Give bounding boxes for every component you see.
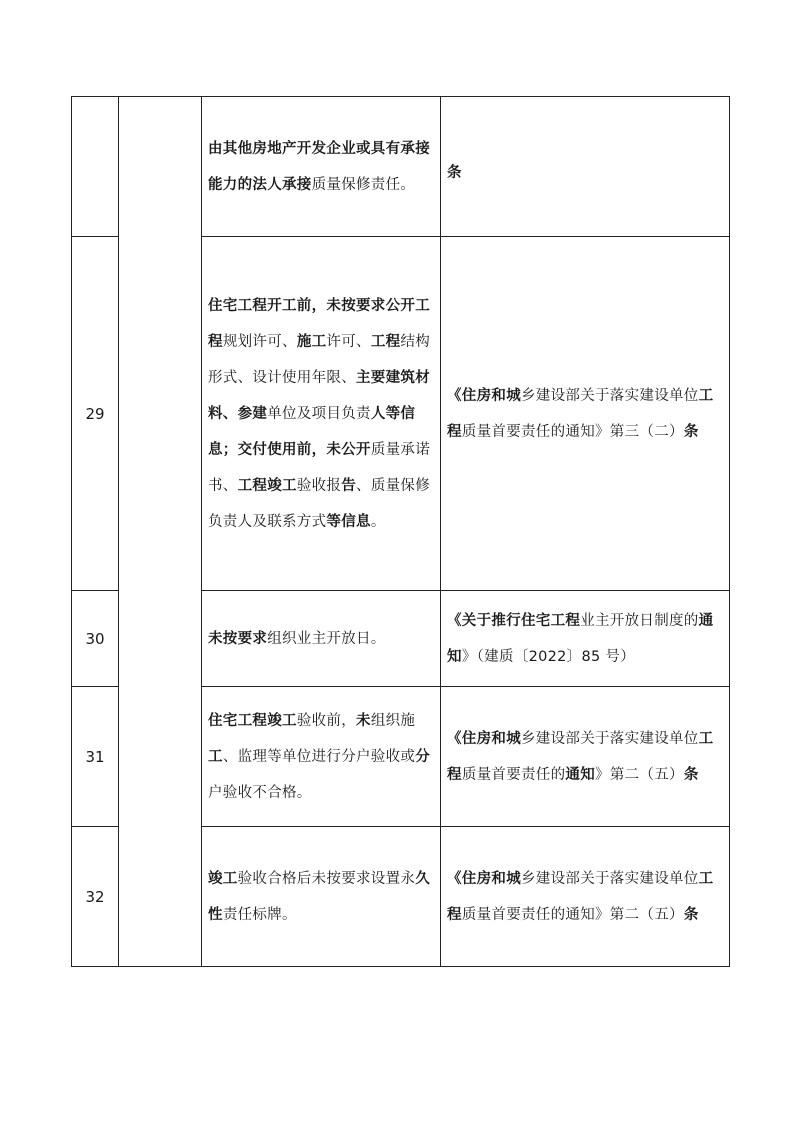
table-row: [72, 97, 730, 237]
violation-description: 由其他房地产开发企业或具有承接能力的法人承接质量保修责任。: [202, 97, 441, 237]
legal-basis: 条: [441, 97, 730, 237]
category-column-cell: [119, 97, 202, 967]
violation-description: 住宅工程竣工验收前，未组织施工、监理等单位进行分户验收或分户验收不合格。: [202, 687, 441, 827]
legal-basis: 《住房和城乡建设部关于落实建设单位工程质量首要责任的通知》第三（二）条: [441, 237, 730, 591]
violation-description: 竣工验收合格后未按要求设置永久性责任标牌。: [202, 827, 441, 967]
legal-basis: 《住房和城乡建设部关于落实建设单位工程质量首要责任的通知》第二（五）条: [441, 827, 730, 967]
row-number: 32: [72, 827, 119, 967]
legal-basis: 《住房和城乡建设部关于落实建设单位工程质量首要责任的通知》第二（五）条: [441, 687, 730, 827]
row-number: 31: [72, 687, 119, 827]
row-number: [72, 97, 119, 237]
row-number: 29: [72, 237, 119, 591]
violation-description: 住宅工程开工前，未按要求公开工程规划许可、施工许可、工程结构形式、设计使用年限、主要建筑材料、参建单位及项目负责人等信息；交付使用前，未公开质量承诺书、工程竣工验收报告、质量保修负责人及联系方式等信息。: [202, 237, 441, 591]
row-number: 30: [72, 591, 119, 687]
regulation-table: [71, 96, 730, 967]
legal-basis: 《关于推行住宅工程业主开放日制度的通知》（建质〔2022〕85 号）: [441, 591, 730, 687]
violation-description: 未按要求组织业主开放日。: [202, 591, 441, 687]
